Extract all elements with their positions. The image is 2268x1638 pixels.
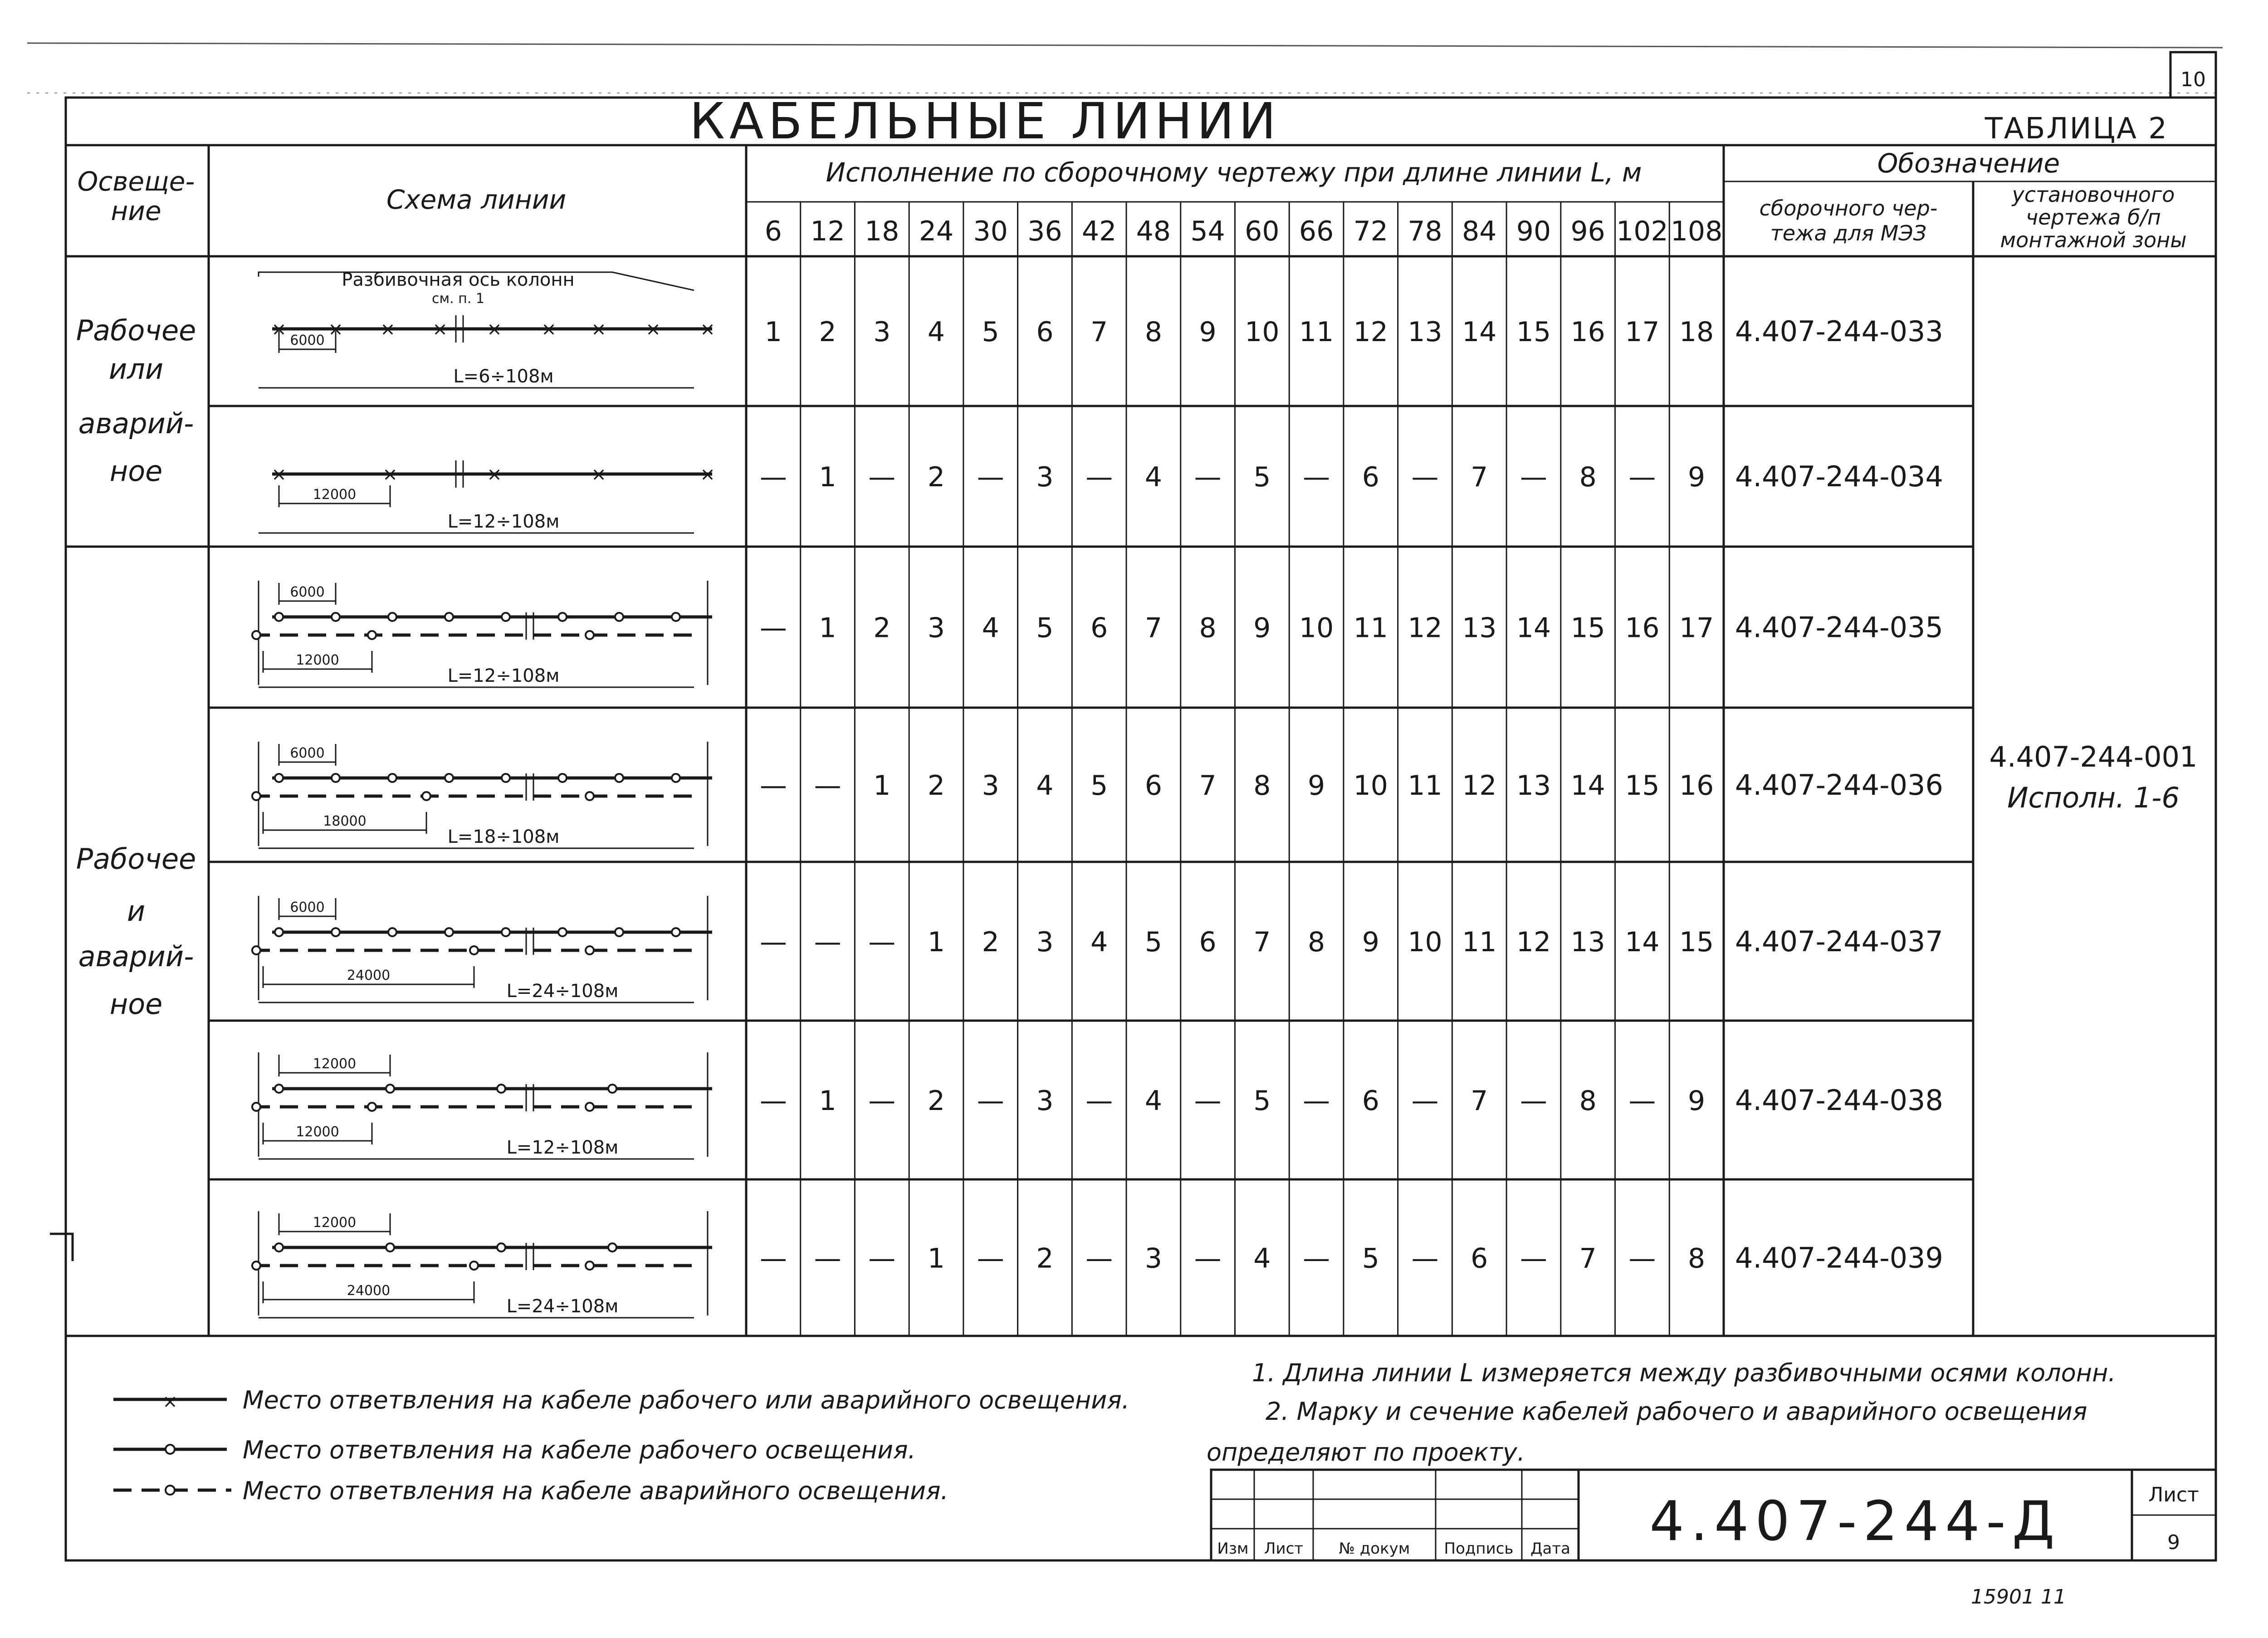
execution-cell: — <box>759 1085 787 1117</box>
branch-circle-mark-icon <box>497 1085 505 1093</box>
execution-cell: 8 <box>1199 612 1217 644</box>
branch-circle-mark-icon <box>586 1262 594 1270</box>
header-assembly-l2: тежа для МЭЗ <box>1770 221 1927 245</box>
assembly-code: 4.407-244-037 <box>1735 925 1943 958</box>
note-2: 2. Марку и сечение кабелей рабочего и аварийного освещения <box>1266 1397 2087 1426</box>
execution-cell: 7 <box>1471 461 1488 493</box>
execution-cell: 4 <box>1036 770 1054 802</box>
branch-circle-mark-icon <box>275 613 283 621</box>
branch-circle-mark-icon <box>388 774 396 782</box>
branch-x-mark-icon: × <box>271 464 287 485</box>
assembly-code: 4.407-244-039 <box>1735 1241 1943 1275</box>
branch-x-mark-icon: × <box>328 319 343 340</box>
dimension-label: 12000 <box>313 1215 357 1231</box>
assembly-code: 4.407-244-038 <box>1735 1084 1943 1117</box>
execution-cell: 18 <box>1679 316 1714 348</box>
execution-cell: 1 <box>764 316 782 348</box>
execution-cell: 5 <box>982 316 999 348</box>
branch-x-mark-icon: × <box>271 319 287 340</box>
branch-x-mark-icon: × <box>487 319 502 340</box>
execution-cell: 1 <box>819 1085 836 1117</box>
dimension-label: 6000 <box>290 900 325 915</box>
execution-cell: 5 <box>1362 1242 1379 1275</box>
execution-cell: 2 <box>1036 1242 1054 1275</box>
execution-cell: 15 <box>1570 612 1605 644</box>
edge-mark <box>50 1234 73 1261</box>
execution-cell: 5 <box>1253 461 1271 493</box>
length-header: 90 <box>1516 215 1551 247</box>
branch-circle-mark-icon <box>386 1085 394 1093</box>
length-header: 6 <box>764 215 782 247</box>
execution-cell: 3 <box>982 770 999 802</box>
range-label: L=6÷108м <box>453 366 554 387</box>
branch-circle-mark-icon <box>672 928 680 936</box>
length-header: 12 <box>810 215 845 247</box>
execution-cell: — <box>1085 461 1113 493</box>
line-schemes <box>252 269 715 1318</box>
dimension-label: 12000 <box>313 1056 357 1072</box>
execution-cell: 4 <box>1144 461 1163 493</box>
dimension-label: 24000 <box>347 968 391 983</box>
length-header: 54 <box>1190 215 1225 247</box>
execution-cell: 11 <box>1353 612 1388 644</box>
execution-cell: — <box>814 1242 841 1275</box>
page-title: КАБЕЛЬНЫЕ ЛИНИИ <box>689 92 1281 150</box>
execution-cell: 7 <box>1579 1242 1597 1275</box>
execution-cell: 3 <box>1144 1242 1163 1275</box>
execution-cell: — <box>1520 461 1547 493</box>
branch-circle-mark-icon <box>275 774 283 782</box>
branch-x-mark-icon: × <box>645 319 661 340</box>
execution-cell: — <box>1628 1085 1656 1117</box>
branch-circle-mark-icon <box>586 946 594 954</box>
execution-cell: — <box>1520 1242 1547 1275</box>
branch-circle-mark-icon <box>608 1243 616 1252</box>
execution-cell: — <box>1303 1085 1330 1117</box>
branch-circle-mark-icon <box>608 1085 616 1093</box>
sheet-number: 9 <box>2167 1531 2180 1554</box>
branch-x-mark-icon: × <box>591 464 606 485</box>
branch-circle-mark-icon <box>275 928 283 936</box>
range-label: L=12÷108м <box>447 511 560 532</box>
execution-cell: — <box>759 926 787 958</box>
execution-cell: — <box>977 461 1004 493</box>
execution-cell: 13 <box>1516 770 1551 802</box>
branch-circle-mark-icon <box>332 928 340 936</box>
execution-cell: 1 <box>927 1242 945 1275</box>
execution-cell: — <box>1411 461 1439 493</box>
group2-label-l2: и <box>127 895 146 928</box>
execution-cell: — <box>1520 1085 1547 1117</box>
execution-cell: 13 <box>1408 316 1442 348</box>
execution-cell: 6 <box>1090 612 1108 644</box>
branch-circle-mark-icon <box>502 613 510 621</box>
execution-cell: 6 <box>1362 461 1379 493</box>
length-header: 24 <box>919 215 954 247</box>
execution-cell: 7 <box>1144 612 1163 644</box>
execution-cell: 14 <box>1462 316 1497 348</box>
execution-cell: — <box>1194 461 1222 493</box>
execution-cell: 10 <box>1408 926 1442 958</box>
branch-x-mark-icon: × <box>380 319 396 340</box>
execution-cell: 3 <box>1036 1085 1054 1117</box>
execution-cell: — <box>1628 461 1656 493</box>
execution-cell: 11 <box>1299 316 1334 348</box>
length-header: 78 <box>1408 215 1442 247</box>
branch-circle-mark-icon <box>368 1103 376 1111</box>
branch-circle-mark-icon <box>445 774 453 782</box>
legend-x-mark-icon: × <box>162 1391 178 1412</box>
dimension-label: 18000 <box>323 813 367 829</box>
branch-circle-mark-icon <box>558 613 567 621</box>
header-assembly-l1: сборочного чер- <box>1759 196 1938 220</box>
execution-cell: 14 <box>1516 612 1551 644</box>
execution-cell: 13 <box>1462 612 1497 644</box>
dimension-label: 12000 <box>296 652 339 668</box>
execution-cell: 4 <box>1253 1242 1271 1275</box>
branch-circle-mark-icon <box>586 1103 594 1111</box>
execution-cell: 8 <box>1688 1242 1706 1275</box>
execution-cell: — <box>868 461 896 493</box>
axis-note: см. п. 1 <box>432 291 484 307</box>
execution-cell: 2 <box>982 926 999 958</box>
execution-cell: 9 <box>1688 1085 1706 1117</box>
execution-cell: 2 <box>927 1085 945 1117</box>
length-header: 96 <box>1570 215 1605 247</box>
branch-circle-mark-icon <box>586 792 594 800</box>
execution-values <box>760 316 1714 1275</box>
range-label: L=12÷108м <box>447 665 560 686</box>
execution-cell: — <box>977 1085 1004 1117</box>
range-label: L=18÷108м <box>447 826 560 847</box>
header-execution: Исполнение по сборочному чертежу при длине линии L, м <box>826 157 1642 188</box>
assembly-code: 4.407-244-035 <box>1735 611 1943 644</box>
execution-cell: 15 <box>1625 770 1660 802</box>
note-1: 1. Длина линии L измеряется между разбивочными осями колонн. <box>1252 1359 2116 1387</box>
execution-cell: 9 <box>1199 316 1217 348</box>
execution-cell: 5 <box>1036 612 1054 644</box>
execution-cell: 1 <box>819 461 836 493</box>
group2-label-l1: Рабочее <box>76 842 196 875</box>
dimension-label: 12000 <box>296 1124 339 1140</box>
install-exec: Исполн. 1-6 <box>2007 781 2180 814</box>
header-install-l1: установочного <box>2012 182 2175 207</box>
execution-cell: 7 <box>1090 316 1108 348</box>
header-install-l3: монтажной зоны <box>2000 228 2187 252</box>
length-header: 48 <box>1136 215 1171 247</box>
execution-cell: — <box>868 1085 896 1117</box>
execution-cell: 15 <box>1679 926 1714 958</box>
execution-cell: 8 <box>1579 461 1597 493</box>
branch-circle-mark-icon <box>388 613 396 621</box>
length-header: 30 <box>973 215 1008 247</box>
execution-cell: 9 <box>1362 926 1379 958</box>
execution-cell: 12 <box>1353 316 1388 348</box>
branch-x-mark-icon: × <box>700 319 715 340</box>
execution-cell: 1 <box>819 612 836 644</box>
header-designation: Обозначение <box>1877 148 2060 179</box>
execution-cell: 7 <box>1253 926 1271 958</box>
execution-cell: — <box>868 926 896 958</box>
branch-circle-mark-icon <box>586 631 594 639</box>
branch-x-mark-icon: × <box>541 319 557 340</box>
execution-cell: 8 <box>1144 316 1163 348</box>
execution-cell: 2 <box>927 461 945 493</box>
execution-cell: 2 <box>819 316 836 348</box>
stamp-header-list: Лист <box>1264 1540 1304 1558</box>
execution-cell: 4 <box>927 316 945 348</box>
branch-circle-mark-icon <box>497 1243 505 1252</box>
branch-circle-mark-icon <box>275 1243 283 1252</box>
branch-circle-mark-icon <box>445 613 453 621</box>
group1-label-l3: аварий- <box>78 407 194 440</box>
branch-circle-mark-icon <box>445 928 453 936</box>
group2-label-l3: аварий- <box>78 940 194 973</box>
execution-cell: 9 <box>1253 612 1271 644</box>
execution-cell: — <box>759 1242 787 1275</box>
dimension-label: 6000 <box>290 584 325 600</box>
length-header: 18 <box>865 215 899 247</box>
length-header: 84 <box>1462 215 1497 247</box>
legend-item-2: Место ответвления на кабеле рабочего освещения. <box>243 1436 916 1464</box>
dimension-label: 6000 <box>290 332 325 348</box>
dimension-label: 24000 <box>347 1283 391 1299</box>
execution-cell: 4 <box>1144 1085 1163 1117</box>
branch-circle-mark-icon <box>252 946 260 954</box>
branch-circle-mark-icon <box>615 613 623 621</box>
stamp-header-date: Дата <box>1530 1540 1571 1558</box>
execution-cell: 17 <box>1625 316 1660 348</box>
branch-circle-mark-icon <box>502 928 510 936</box>
branch-circle-mark-icon <box>252 1103 260 1111</box>
execution-cell: 6 <box>1036 316 1054 348</box>
execution-cell: 6 <box>1199 926 1217 958</box>
execution-cell: 8 <box>1307 926 1325 958</box>
execution-cell: — <box>977 1242 1004 1275</box>
title-block <box>1211 1470 2216 1560</box>
branch-x-mark-icon: × <box>487 464 502 485</box>
header-lighting-l1: Освеще- <box>77 166 195 197</box>
execution-cell: — <box>759 461 787 493</box>
branch-x-mark-icon: × <box>432 319 448 340</box>
execution-cell: — <box>814 926 841 958</box>
branch-circle-mark-icon <box>470 1262 478 1270</box>
execution-cell: 10 <box>1245 316 1280 348</box>
branch-circle-mark-icon <box>615 774 623 782</box>
branch-circle-mark-icon <box>368 631 376 639</box>
execution-cell: 3 <box>1036 461 1054 493</box>
execution-cell: 3 <box>927 612 945 644</box>
branch-circle-mark-icon <box>388 928 396 936</box>
execution-cell: 7 <box>1199 770 1217 802</box>
branch-circle-mark-icon <box>386 1243 394 1252</box>
execution-cell: 5 <box>1253 1085 1271 1117</box>
group1-label-l1: Рабочее <box>76 314 196 347</box>
range-label: L=24÷108м <box>506 1296 619 1317</box>
execution-cell: 11 <box>1408 770 1442 802</box>
execution-cell: 12 <box>1408 612 1442 644</box>
branch-circle-mark-icon <box>502 774 510 782</box>
stamp-header-izm: Изм <box>1217 1540 1249 1558</box>
axis-label: Разбивочная ось колонн <box>342 269 575 290</box>
execution-cell: 6 <box>1471 1242 1488 1275</box>
execution-cell: — <box>814 770 841 802</box>
branch-circle-mark-icon <box>422 792 430 800</box>
length-header: 36 <box>1027 215 1062 247</box>
length-header: 66 <box>1299 215 1334 247</box>
execution-cell: 16 <box>1679 770 1714 802</box>
execution-cell: 8 <box>1579 1085 1597 1117</box>
branch-x-mark-icon: × <box>382 464 398 485</box>
execution-cell: 11 <box>1462 926 1497 958</box>
branch-circle-mark-icon <box>615 928 623 936</box>
note-3: определяют по проекту. <box>1207 1438 1525 1467</box>
execution-cell: 14 <box>1625 926 1660 958</box>
execution-cell: 16 <box>1570 316 1605 348</box>
execution-cell: 4 <box>982 612 999 644</box>
range-label: L=12÷108м <box>506 1137 619 1158</box>
execution-cell: 10 <box>1353 770 1388 802</box>
table-label: ТАБЛИЦА 2 <box>1984 112 2168 146</box>
legend-circle-mark-icon <box>166 1445 175 1454</box>
execution-cell: 3 <box>873 316 891 348</box>
execution-cell: — <box>759 612 787 644</box>
group2-label-l4: ное <box>109 988 163 1021</box>
execution-cell: 12 <box>1516 926 1551 958</box>
group1-label-l4: ное <box>109 455 163 488</box>
execution-cell: 9 <box>1307 770 1325 802</box>
execution-cell: 6 <box>1362 1085 1379 1117</box>
execution-cell: — <box>1411 1085 1439 1117</box>
length-header: 42 <box>1082 215 1117 247</box>
dimension-label: 6000 <box>290 745 325 761</box>
execution-cell: 12 <box>1462 770 1497 802</box>
execution-cell: 4 <box>1090 926 1108 958</box>
execution-cell: — <box>1303 1242 1330 1275</box>
branch-circle-mark-icon <box>558 928 567 936</box>
header-install-l2: чертежа б/п <box>2026 205 2161 230</box>
branch-circle-mark-icon <box>332 613 340 621</box>
length-header: 72 <box>1353 215 1388 247</box>
branch-circle-mark-icon <box>672 613 680 621</box>
execution-cell: 7 <box>1471 1085 1488 1117</box>
length-headers <box>765 215 1723 247</box>
execution-cell: 8 <box>1253 770 1271 802</box>
assembly-codes <box>1735 315 1943 1275</box>
branch-circle-mark-icon <box>332 774 340 782</box>
branch-circle-mark-icon <box>275 1085 283 1093</box>
bottom-marks: 15901 11 <box>1971 1585 2066 1609</box>
execution-cell: 17 <box>1679 612 1714 644</box>
legend-item-3: Место ответвления на кабеле аварийного освещения. <box>243 1477 948 1505</box>
legend <box>113 1386 1129 1505</box>
length-column-lines <box>801 202 1670 1336</box>
branch-circle-mark-icon <box>558 774 567 782</box>
assembly-code: 4.407-244-036 <box>1735 768 1943 802</box>
execution-cell: 9 <box>1688 461 1706 493</box>
header-scheme: Схема линии <box>386 184 567 215</box>
execution-cell: — <box>868 1242 896 1275</box>
range-label: L=24÷108м <box>506 981 619 1002</box>
branch-circle-mark-icon <box>252 631 260 639</box>
execution-cell: — <box>1085 1085 1113 1117</box>
execution-cell: 1 <box>873 770 891 802</box>
branch-x-mark-icon: × <box>700 464 715 485</box>
execution-cell: 3 <box>1036 926 1054 958</box>
execution-cell: — <box>1194 1085 1222 1117</box>
length-header: 108 <box>1670 215 1723 247</box>
branch-circle-mark-icon <box>252 792 260 800</box>
execution-cell: — <box>1085 1242 1113 1275</box>
assembly-code: 4.407-244-033 <box>1735 315 1943 348</box>
execution-cell: 14 <box>1570 770 1605 802</box>
branch-x-mark-icon: × <box>591 319 606 340</box>
branch-circle-mark-icon <box>672 774 680 782</box>
execution-cell: 2 <box>927 770 945 802</box>
execution-cell: 15 <box>1516 316 1551 348</box>
dimension-label: 12000 <box>313 487 357 503</box>
execution-cell: 13 <box>1570 926 1605 958</box>
execution-cell: 6 <box>1144 770 1163 802</box>
execution-cell: 10 <box>1299 612 1334 644</box>
assembly-code: 4.407-244-034 <box>1735 460 1943 493</box>
legend-item-1: Место ответвления на кабеле рабочего или аварийного освещения. <box>243 1386 1130 1414</box>
execution-cell: 5 <box>1090 770 1108 802</box>
branch-circle-mark-icon <box>470 946 478 954</box>
execution-cell: 5 <box>1144 926 1163 958</box>
execution-cell: — <box>1411 1242 1439 1275</box>
execution-cell: 16 <box>1625 612 1660 644</box>
execution-cell: — <box>1303 461 1330 493</box>
execution-cell: — <box>1628 1242 1656 1275</box>
branch-circle-mark-icon <box>252 1262 260 1270</box>
install-code: 4.407-244-001 <box>1989 740 2198 773</box>
sheet-corner-number: 10 <box>2180 68 2206 91</box>
scan-edge-line <box>27 43 2223 48</box>
sheet-label: Лист <box>2148 1483 2199 1506</box>
execution-cell: 2 <box>873 612 891 644</box>
header-lighting-l2: ние <box>111 196 161 226</box>
execution-cell: 1 <box>927 926 945 958</box>
length-header: 60 <box>1245 215 1280 247</box>
stamp-header-sign: Подпись <box>1444 1540 1514 1558</box>
drawing-designation: 4.407-244-Д <box>1649 1490 2061 1553</box>
execution-cell: — <box>759 770 787 802</box>
legend-circle-mark-icon <box>166 1486 175 1495</box>
stamp-header-doc: № докум <box>1339 1540 1410 1558</box>
execution-cell: — <box>1194 1242 1222 1275</box>
length-header: 102 <box>1616 215 1668 247</box>
group1-label-l2: или <box>108 352 164 386</box>
